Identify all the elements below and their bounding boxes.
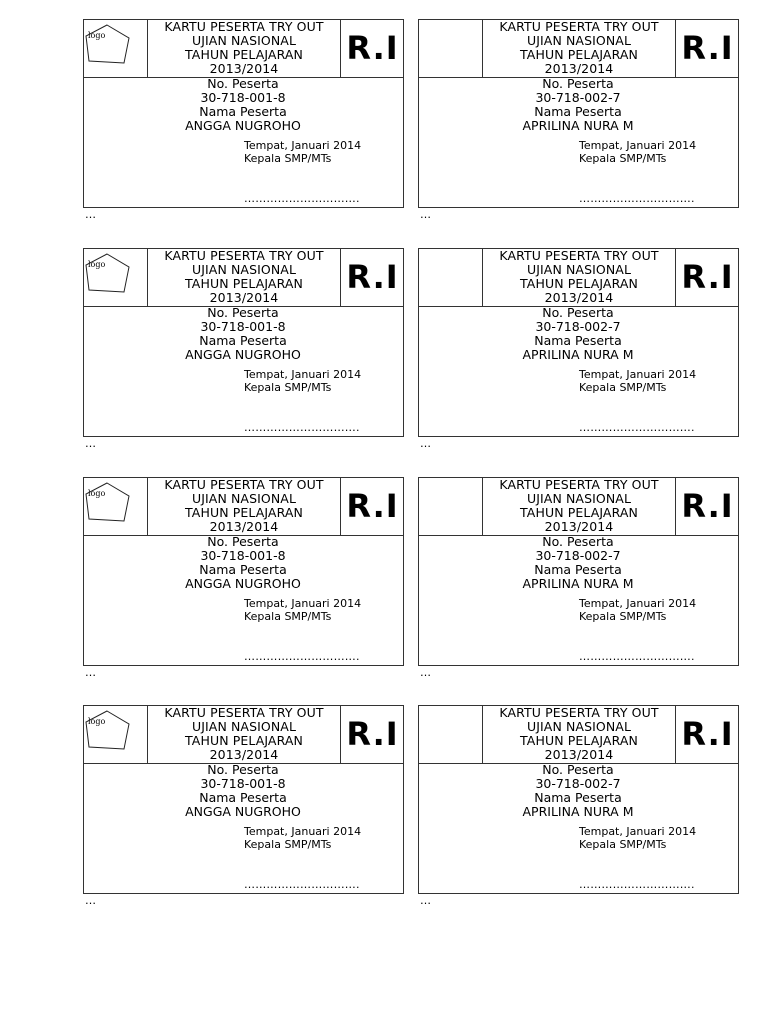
badge-label: R.I bbox=[346, 29, 399, 67]
logo-cell bbox=[84, 249, 148, 306]
participant-card bbox=[418, 19, 739, 221]
signature-line: …………………………. bbox=[244, 421, 360, 434]
title-line-4: 2013/2014 bbox=[209, 290, 279, 305]
logo-icon bbox=[84, 20, 146, 76]
left-dots: … bbox=[420, 437, 431, 450]
place-date: Tempat, Januari 2014 bbox=[579, 368, 697, 381]
name-label: Nama Peserta bbox=[534, 562, 622, 577]
title-line-2: UJIAN NASIONAL bbox=[526, 719, 632, 734]
logo-cell bbox=[419, 478, 483, 535]
participant-info bbox=[482, 535, 674, 591]
place-date: Tempat, Januari 2014 bbox=[244, 368, 362, 381]
name-label: Nama Peserta bbox=[534, 790, 622, 805]
signature-block bbox=[244, 597, 361, 623]
card-header bbox=[84, 706, 403, 764]
logo-icon bbox=[84, 249, 146, 305]
participant-info bbox=[482, 306, 674, 362]
participant-number: 30-718-002-7 bbox=[535, 319, 621, 334]
participant-info bbox=[147, 763, 339, 819]
participant-card bbox=[83, 477, 404, 679]
badge-label: R.I bbox=[681, 29, 734, 67]
signature-line: …………………………. bbox=[244, 650, 360, 663]
title-line-1: KARTU PESERTA TRY OUT bbox=[164, 705, 324, 720]
title-line-4: 2013/2014 bbox=[544, 747, 614, 762]
signature-line: …………………………. bbox=[244, 192, 360, 205]
signer-title: Kepala SMP/MTs bbox=[579, 152, 667, 165]
participant-info bbox=[482, 763, 674, 819]
participant-name: ANGGA NUGROHO bbox=[185, 347, 301, 362]
card-header bbox=[419, 249, 738, 307]
participant-name: APRILINA NURA M bbox=[522, 347, 634, 362]
title-line-3: TAHUN PELAJARAN bbox=[185, 276, 303, 291]
card-title bbox=[148, 706, 341, 763]
title-line-3: TAHUN PELAJARAN bbox=[520, 47, 638, 62]
card-header bbox=[84, 20, 403, 78]
badge-label: R.I bbox=[346, 715, 399, 753]
title-line-4: 2013/2014 bbox=[209, 519, 279, 534]
signer-title: Kepala SMP/MTs bbox=[244, 838, 332, 851]
participant-card bbox=[418, 705, 739, 907]
participant-name: ANGGA NUGROHO bbox=[185, 118, 301, 133]
participant-name: APRILINA NURA M bbox=[522, 118, 634, 133]
card-header bbox=[419, 478, 738, 536]
signature-line: …………………………. bbox=[579, 650, 695, 663]
left-dots: … bbox=[85, 437, 96, 450]
title-line-3: TAHUN PELAJARAN bbox=[520, 276, 638, 291]
signer-title: Kepala SMP/MTs bbox=[579, 838, 667, 851]
left-dots: … bbox=[420, 208, 431, 221]
number-label: No. Peserta bbox=[207, 305, 279, 320]
title-line-2: UJIAN NASIONAL bbox=[526, 262, 632, 277]
participant-info bbox=[482, 77, 674, 133]
number-label: No. Peserta bbox=[542, 762, 614, 777]
title-line-1: KARTU PESERTA TRY OUT bbox=[499, 705, 659, 720]
signature-block bbox=[579, 825, 696, 851]
title-line-2: UJIAN NASIONAL bbox=[191, 262, 297, 277]
left-dots: … bbox=[85, 666, 96, 679]
title-line-1: KARTU PESERTA TRY OUT bbox=[499, 19, 659, 34]
logo-label: logo bbox=[88, 489, 106, 498]
participant-number: 30-718-001-8 bbox=[200, 319, 286, 334]
title-line-3: TAHUN PELAJARAN bbox=[520, 505, 638, 520]
number-label: No. Peserta bbox=[207, 534, 279, 549]
name-label: Nama Peserta bbox=[199, 562, 287, 577]
signature-line: …………………………. bbox=[579, 192, 695, 205]
left-dots: … bbox=[85, 208, 96, 221]
badge-label: R.I bbox=[681, 487, 734, 525]
number-label: No. Peserta bbox=[207, 762, 279, 777]
title-line-2: UJIAN NASIONAL bbox=[191, 491, 297, 506]
card-header bbox=[84, 249, 403, 307]
place-date: Tempat, Januari 2014 bbox=[579, 825, 697, 838]
badge-label: R.I bbox=[681, 258, 734, 296]
participant-info bbox=[147, 535, 339, 591]
participant-number: 30-718-001-8 bbox=[200, 548, 286, 563]
participant-number: 30-718-002-7 bbox=[535, 548, 621, 563]
card-title bbox=[483, 478, 676, 535]
name-label: Nama Peserta bbox=[534, 333, 622, 348]
logo-icon bbox=[84, 706, 146, 762]
logo-label: logo bbox=[88, 717, 106, 726]
title-line-1: KARTU PESERTA TRY OUT bbox=[164, 477, 324, 492]
logo-label: logo bbox=[88, 260, 106, 269]
name-label: Nama Peserta bbox=[199, 790, 287, 805]
logo-cell bbox=[84, 478, 148, 535]
title-line-1: KARTU PESERTA TRY OUT bbox=[164, 19, 324, 34]
participant-number: 30-718-002-7 bbox=[535, 776, 621, 791]
signature-block bbox=[244, 139, 361, 165]
participant-name: ANGGA NUGROHO bbox=[185, 804, 301, 819]
participant-number: 30-718-001-8 bbox=[200, 776, 286, 791]
participant-name: APRILINA NURA M bbox=[522, 804, 634, 819]
place-date: Tempat, Januari 2014 bbox=[244, 597, 362, 610]
card-header bbox=[84, 478, 403, 536]
number-label: No. Peserta bbox=[542, 76, 614, 91]
name-label: Nama Peserta bbox=[534, 104, 622, 119]
logo-icon bbox=[84, 478, 146, 534]
signature-block bbox=[244, 368, 361, 394]
participant-number: 30-718-001-8 bbox=[200, 90, 286, 105]
signer-title: Kepala SMP/MTs bbox=[579, 610, 667, 623]
place-date: Tempat, Januari 2014 bbox=[579, 597, 697, 610]
card-title bbox=[148, 478, 341, 535]
title-line-4: 2013/2014 bbox=[544, 519, 614, 534]
signer-title: Kepala SMP/MTs bbox=[244, 152, 332, 165]
number-label: No. Peserta bbox=[207, 76, 279, 91]
title-line-2: UJIAN NASIONAL bbox=[191, 719, 297, 734]
title-line-1: KARTU PESERTA TRY OUT bbox=[164, 248, 324, 263]
title-line-4: 2013/2014 bbox=[544, 61, 614, 76]
title-line-3: TAHUN PELAJARAN bbox=[185, 733, 303, 748]
participant-number: 30-718-002-7 bbox=[535, 90, 621, 105]
participant-name: APRILINA NURA M bbox=[522, 576, 634, 591]
title-line-3: TAHUN PELAJARAN bbox=[185, 47, 303, 62]
place-date: Tempat, Januari 2014 bbox=[244, 825, 362, 838]
number-label: No. Peserta bbox=[542, 305, 614, 320]
signature-block bbox=[579, 597, 696, 623]
card-title bbox=[148, 249, 341, 306]
title-line-2: UJIAN NASIONAL bbox=[526, 33, 632, 48]
card-header bbox=[419, 20, 738, 78]
badge-label: R.I bbox=[346, 258, 399, 296]
left-dots: … bbox=[420, 666, 431, 679]
participant-card bbox=[83, 705, 404, 907]
title-line-3: TAHUN PELAJARAN bbox=[185, 505, 303, 520]
card-title bbox=[483, 20, 676, 77]
logo-label: logo bbox=[88, 31, 106, 40]
participant-info bbox=[147, 77, 339, 133]
title-line-1: KARTU PESERTA TRY OUT bbox=[499, 477, 659, 492]
signature-block bbox=[579, 368, 696, 394]
card-title bbox=[148, 20, 341, 77]
participant-info bbox=[147, 306, 339, 362]
title-line-4: 2013/2014 bbox=[544, 290, 614, 305]
title-line-1: KARTU PESERTA TRY OUT bbox=[499, 248, 659, 263]
participant-name: ANGGA NUGROHO bbox=[185, 576, 301, 591]
card-title bbox=[483, 706, 676, 763]
title-line-2: UJIAN NASIONAL bbox=[191, 33, 297, 48]
title-line-3: TAHUN PELAJARAN bbox=[520, 733, 638, 748]
signer-title: Kepala SMP/MTs bbox=[244, 610, 332, 623]
number-label: No. Peserta bbox=[542, 534, 614, 549]
participant-card bbox=[418, 248, 739, 450]
participant-card bbox=[83, 248, 404, 450]
participant-card bbox=[418, 477, 739, 679]
participant-card bbox=[83, 19, 404, 221]
logo-cell bbox=[419, 20, 483, 77]
place-date: Tempat, Januari 2014 bbox=[579, 139, 697, 152]
badge-label: R.I bbox=[681, 715, 734, 753]
signer-title: Kepala SMP/MTs bbox=[244, 381, 332, 394]
title-line-4: 2013/2014 bbox=[209, 747, 279, 762]
signature-line: …………………………. bbox=[579, 878, 695, 891]
left-dots: … bbox=[85, 894, 96, 907]
signature-line: …………………………. bbox=[244, 878, 360, 891]
name-label: Nama Peserta bbox=[199, 104, 287, 119]
signature-block bbox=[579, 139, 696, 165]
logo-cell bbox=[84, 20, 148, 77]
left-dots: … bbox=[420, 894, 431, 907]
place-date: Tempat, Januari 2014 bbox=[244, 139, 362, 152]
title-line-2: UJIAN NASIONAL bbox=[526, 491, 632, 506]
logo-cell bbox=[419, 706, 483, 763]
card-title bbox=[483, 249, 676, 306]
card-header bbox=[419, 706, 738, 764]
badge-label: R.I bbox=[346, 487, 399, 525]
signature-line: …………………………. bbox=[579, 421, 695, 434]
signer-title: Kepala SMP/MTs bbox=[579, 381, 667, 394]
name-label: Nama Peserta bbox=[199, 333, 287, 348]
signature-block bbox=[244, 825, 361, 851]
title-line-4: 2013/2014 bbox=[209, 61, 279, 76]
logo-cell bbox=[419, 249, 483, 306]
logo-cell bbox=[84, 706, 148, 763]
